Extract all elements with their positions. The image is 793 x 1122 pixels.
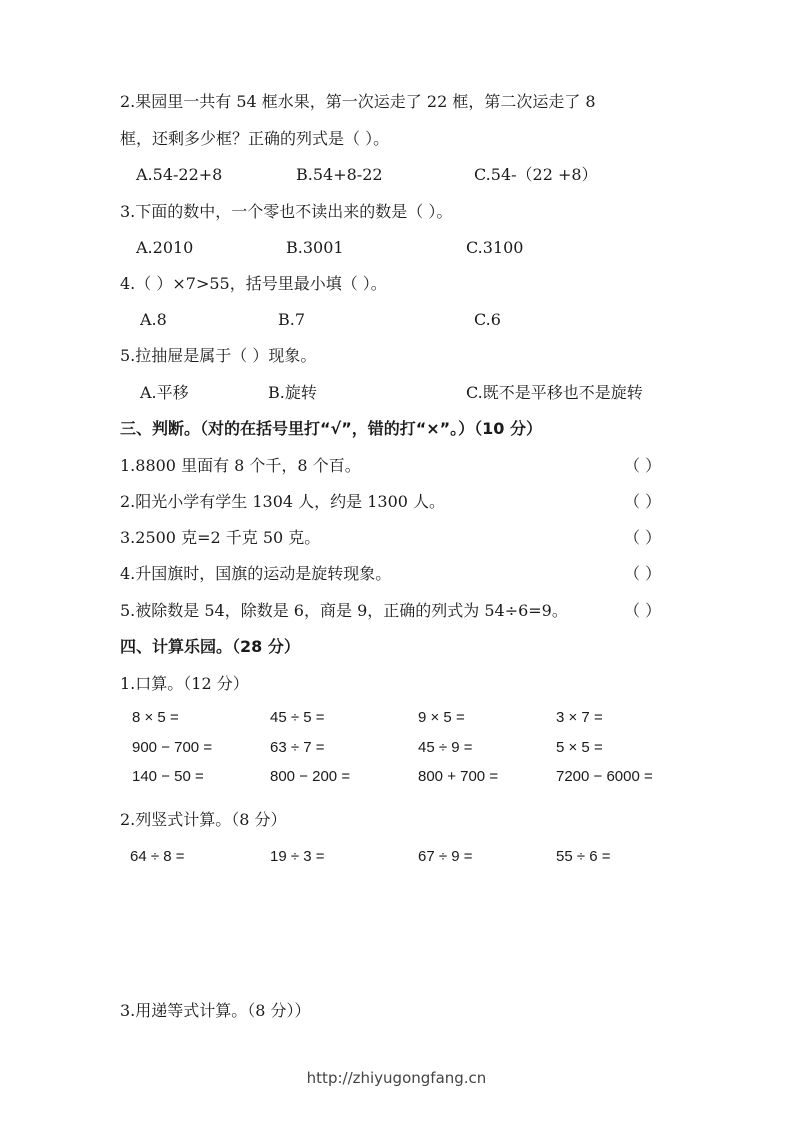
oral-r1c2: 45 ÷ 5 =	[270, 709, 325, 726]
q5-option-c: C.既不是平移也不是旋转	[466, 383, 643, 402]
q2-option-b: B.54+8-22	[296, 165, 383, 184]
oral-r1c4: 3 × 7 =	[556, 709, 603, 726]
recursive-title: 3.用递等式计算。（8 分））	[120, 1001, 311, 1020]
q4-text: 4.（ ）×7>55，括号里最小填（ ）。	[120, 274, 387, 293]
judge-item-5: 5.被除数是 54，除数是 6，商是 9，正确的列式为 54÷6=9。	[120, 601, 568, 620]
judge-item-1: 1.8800 里面有 8 个千，8 个百。	[120, 456, 361, 475]
vertical-3: 67 ÷ 9 =	[418, 848, 473, 865]
oral-r1c1: 8 × 5 =	[132, 709, 179, 726]
q3-text: 3.下面的数中，一个零也不读出来的数是（ ）。	[120, 202, 453, 221]
q2-option-c: C.54-（22 +8）	[474, 165, 598, 184]
vertical-2: 19 ÷ 3 =	[270, 848, 325, 865]
judge-bracket-3[interactable]: （ ）	[624, 528, 662, 547]
judge-bracket-4[interactable]: （ ）	[624, 564, 662, 583]
q2-line1: 2.果园里一共有 54 框水果，第一次运走了 22 框，第二次运走了 8	[120, 92, 596, 111]
oral-r3c2: 800 − 200 =	[270, 768, 351, 785]
q4-option-a: A.8	[140, 310, 167, 329]
vertical-4: 55 ÷ 6 =	[556, 848, 611, 865]
oral-r3c1: 140 − 50 =	[132, 768, 204, 785]
judge-bracket-2[interactable]: （ ）	[624, 492, 662, 511]
judge-item-2: 2.阳光小学有学生 1304 人，约是 1300 人。	[120, 492, 446, 511]
q2-option-a: A.54-22+8	[136, 165, 223, 184]
q5-text: 5.拉抽屉是属于（ ）现象。	[120, 346, 317, 365]
judge-item-3: 3.2500 克=2 千克 50 克。	[120, 528, 321, 547]
judge-item-4: 4.升国旗时，国旗的运动是旋转现象。	[120, 564, 392, 583]
vertical-title: 2.列竖式计算。（8 分）	[120, 810, 287, 829]
oral-r3c3: 800 + 700 =	[418, 768, 499, 785]
footer-url: http://zhiyugongfang.cn	[306, 1069, 487, 1087]
q2-line2: 框，还剩多少框？正确的列式是（ ）。	[120, 129, 390, 148]
q4-option-b: B.7	[278, 310, 306, 329]
oral-r2c3: 45 ÷ 9 =	[418, 739, 473, 756]
q4-option-c: C.6	[474, 310, 501, 329]
section3-title: 三、判断。（对的在括号里打“√”，错的打“×”。）（10 分）	[120, 419, 542, 438]
q5-option-a: A.平移	[140, 383, 189, 402]
q3-option-a: A.2010	[136, 238, 194, 257]
oral-r2c2: 63 ÷ 7 =	[270, 739, 325, 756]
oral-r2c1: 900 − 700 =	[132, 739, 213, 756]
oral-r1c3: 9 × 5 =	[418, 709, 465, 726]
judge-bracket-5[interactable]: （ ）	[624, 601, 662, 620]
q3-option-c: C.3100	[466, 238, 524, 257]
q3-option-b: B.3001	[286, 238, 344, 257]
section4-title: 四、计算乐园。（28 分）	[120, 637, 300, 656]
q5-option-b: B.旋转	[268, 383, 317, 402]
judge-bracket-1[interactable]: （ ）	[624, 456, 662, 475]
oral-r2c4: 5 × 5 =	[556, 739, 603, 756]
oral-r3c4: 7200 − 6000 =	[556, 768, 653, 785]
vertical-1: 64 ÷ 8 =	[130, 848, 185, 865]
oral-title: 1.口算。（12 分）	[120, 674, 249, 693]
